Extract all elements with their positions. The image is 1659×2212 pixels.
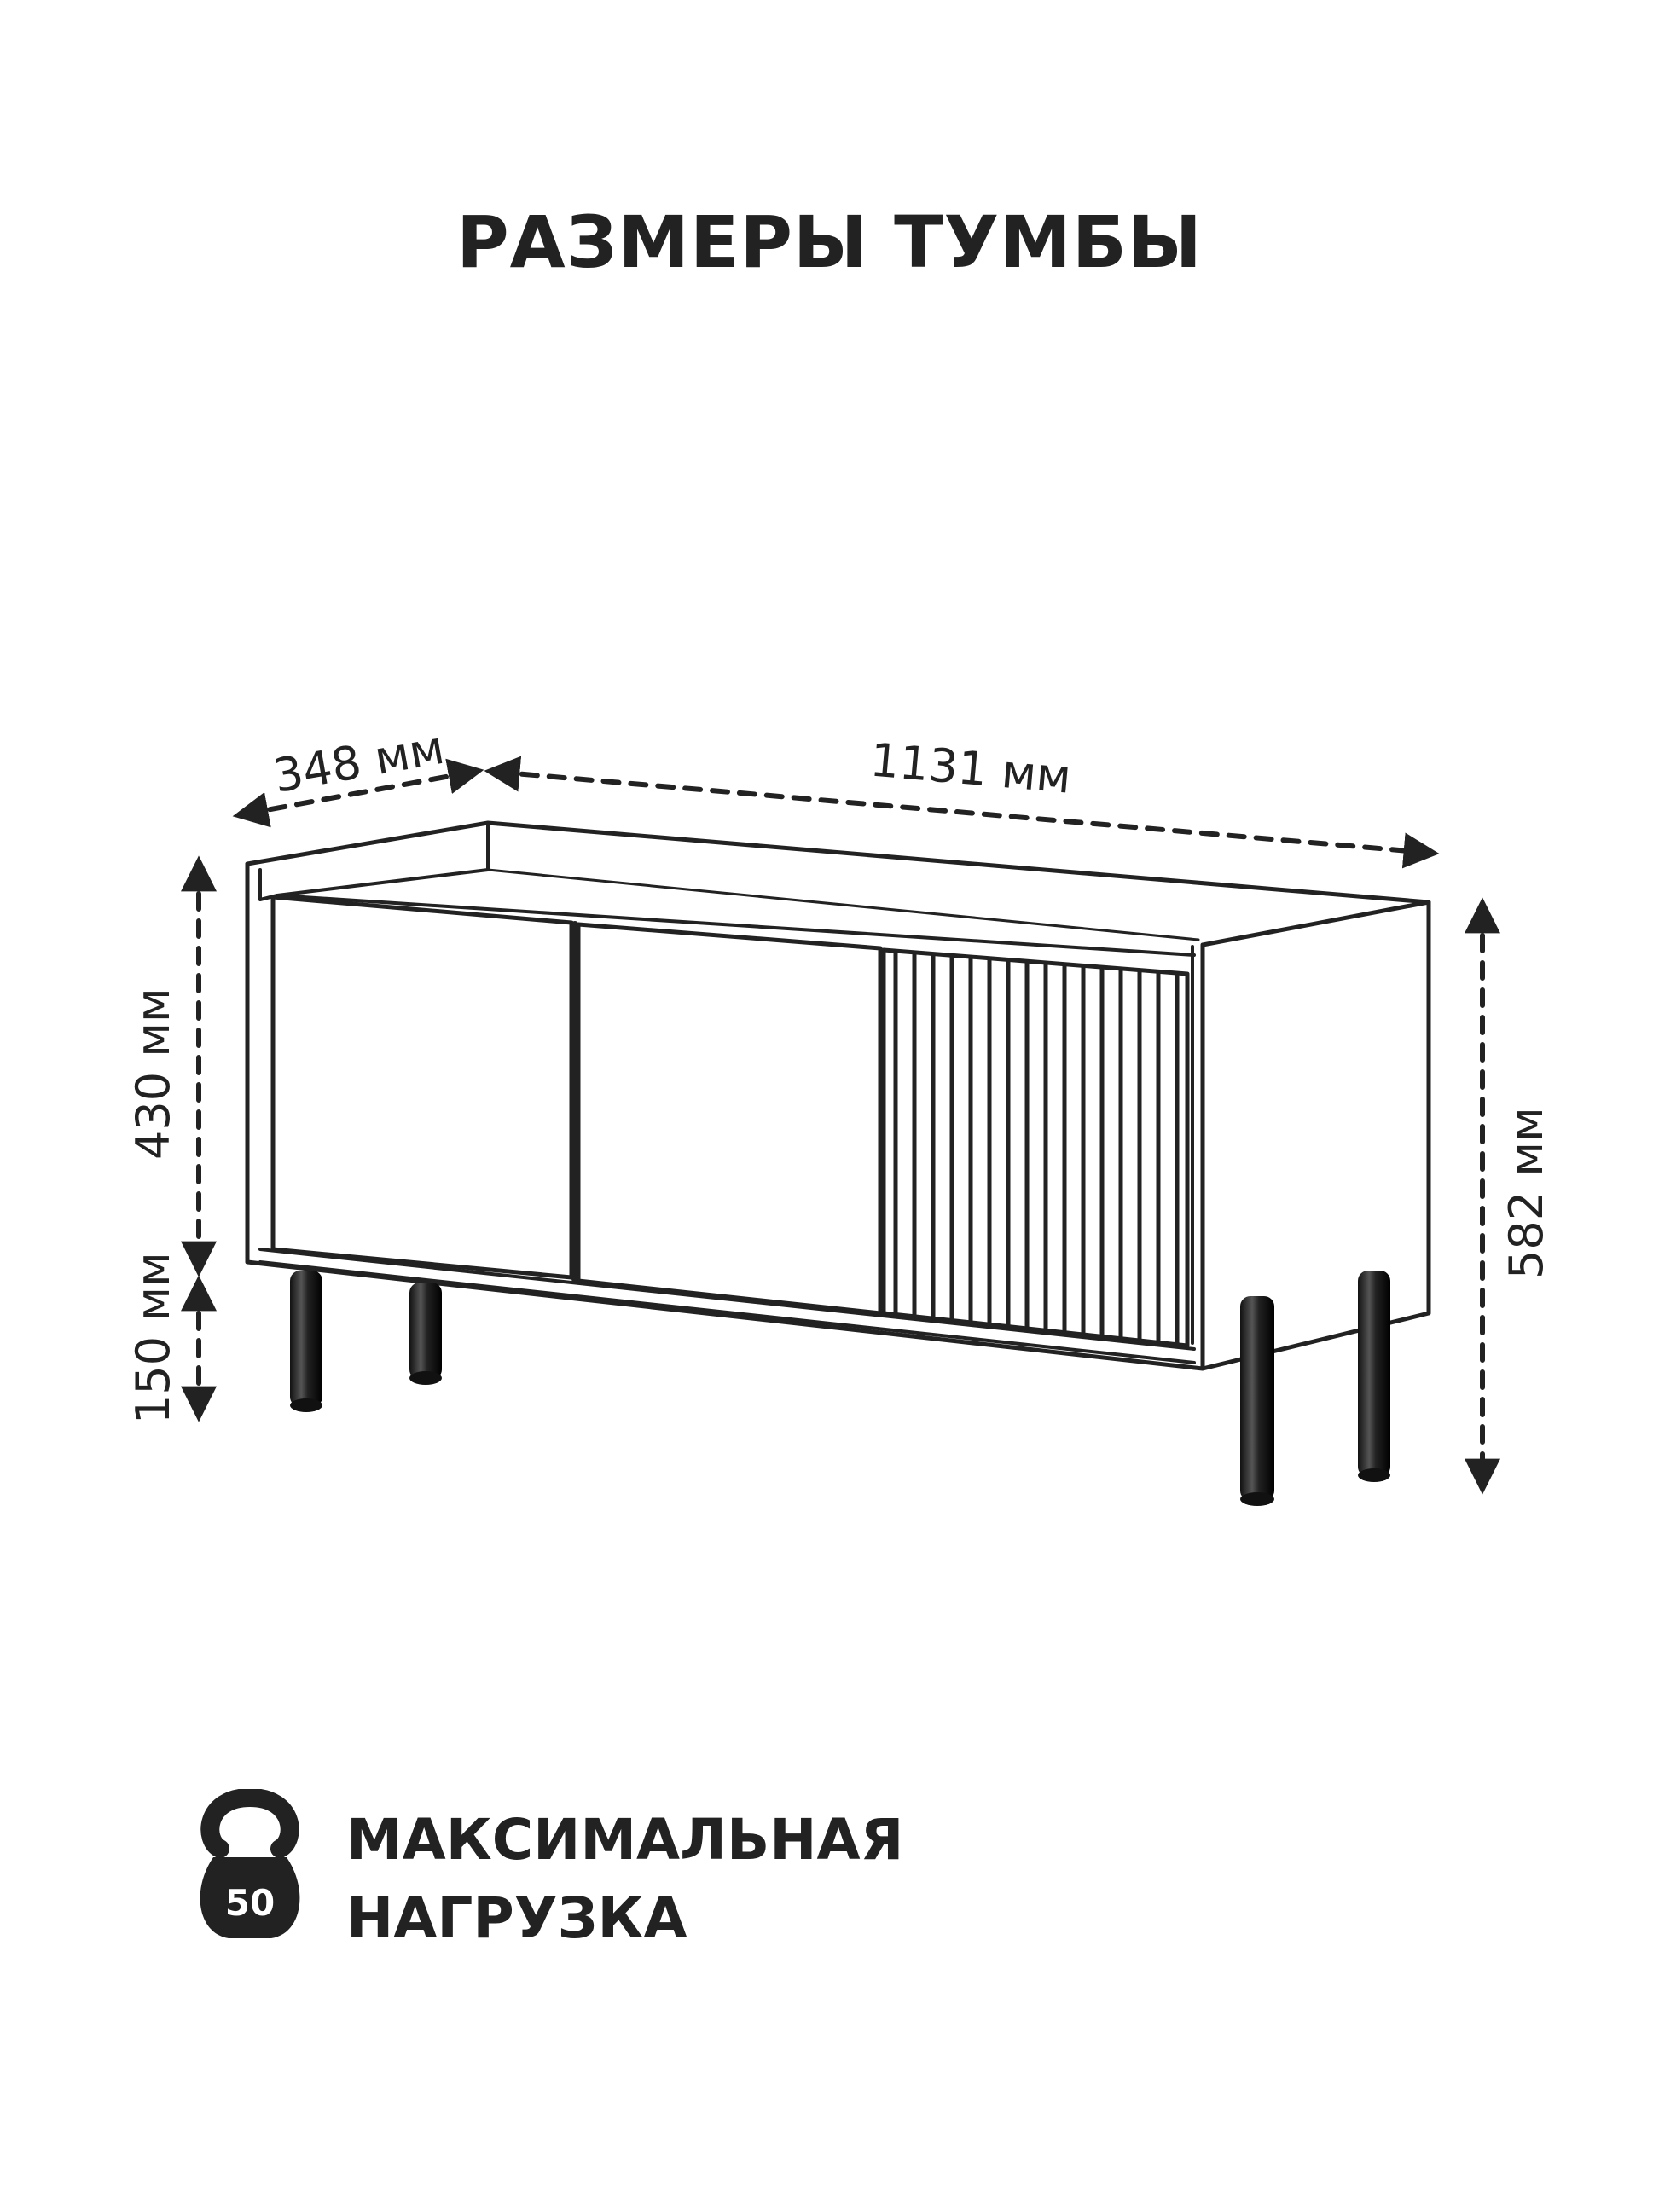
dimension-lines bbox=[199, 772, 1482, 1484]
depth-label: 348 мм bbox=[269, 720, 449, 803]
cabinet-legs bbox=[290, 1271, 1390, 1506]
width-label: 1131 мм bbox=[867, 733, 1074, 804]
max-load-label bbox=[346, 1801, 903, 1958]
max-load-line-1: МАКСИМАЛЬНАЯ bbox=[346, 1807, 904, 1873]
kettlebell-icon bbox=[194, 1789, 305, 1943]
max-load-block bbox=[194, 1789, 1047, 1960]
max-load-line-2: НАГРУЗКА bbox=[346, 1885, 687, 1951]
max-load-value: 50 bbox=[224, 1882, 276, 1924]
cabinet-height-label: 430 мм bbox=[126, 987, 180, 1160]
leg-height-label: 150 мм bbox=[126, 1252, 180, 1424]
page-title: РАЗМЕРЫ ТУМБЫ bbox=[456, 200, 1203, 284]
slatted-door bbox=[896, 952, 1177, 1344]
cabinet-drawing bbox=[247, 823, 1429, 1506]
total-height-label: 582 мм bbox=[1499, 1107, 1553, 1279]
